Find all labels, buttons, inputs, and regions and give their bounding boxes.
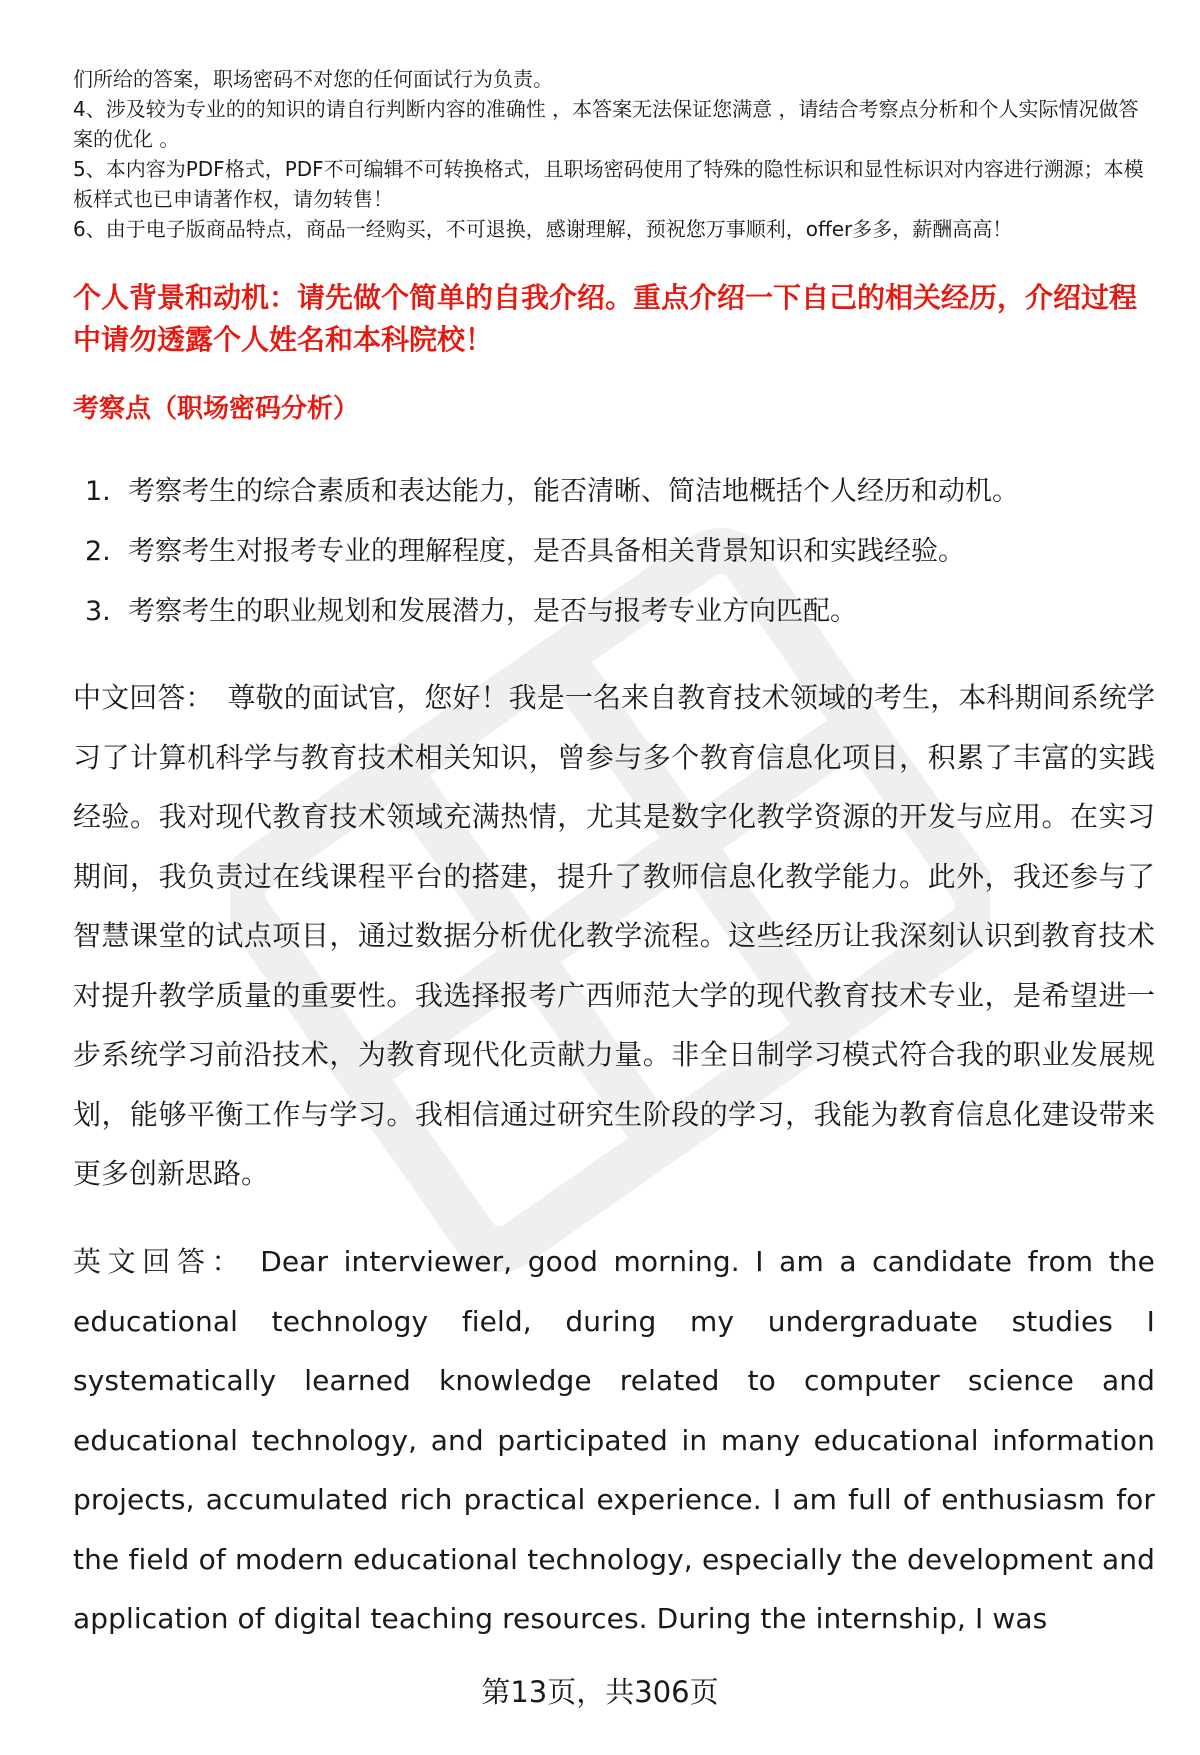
- list-item-text: 考察考生对报考专业的理解程度，是否具备相关背景知识和实践经验。: [128, 536, 965, 567]
- list-item: [85, 462, 1145, 522]
- english-answer: [73, 1232, 1155, 1649]
- notice-line: 5、本内容为PDF格式，PDF不可编辑不可转换格式，且职场密码使用了特殊的隐性标识和显性标识对内容进行溯源；本模板样式也已申请著作权，请勿转售！: [73, 157, 1144, 211]
- assessment-points-title: 考察点（职场密码分析）: [73, 394, 360, 424]
- notice-line: 4、涉及较为专业的的知识的请自行判断内容的准确性 ，本答案无法保证您满意 ，请结合考察点分析和个人实际情况做答案的优化 。: [73, 97, 1139, 151]
- list-item-text: 考察考生的职业规划和发展潜力，是否与报考专业方向匹配。: [128, 596, 857, 627]
- notice-line: 6、由于电子版商品特点，商品一经购买，不可退换，感谢理解，预祝您万事顺利，offer多多，薪酬高高！: [73, 217, 1013, 241]
- question-title: 个人背景和动机：请先做个简单的自我介绍。重点介绍一下自己的相关经历，介绍过程中请勿透露个人姓名和本科院校！: [73, 281, 1138, 356]
- page-number-footer: 第13页，共306页: [481, 1675, 719, 1709]
- chinese-answer-label: 中文回答：: [73, 681, 214, 714]
- chinese-answer-text: 尊敬的面试官，您好！我是一名来自教育技术领域的考生，本科期间系统学习了计算机科学与教育技术相关知识，曾参与多个教育信息化项目，积累了丰富的实践经验。我对现代教育技术领域充满热情，尤其是数字化教学资源的开发与应用。在实习期间，我负责过在线课程平台的搭建，提升了教师信息化教学能力。此外，我还参与了智慧课堂的试点项目，通过数据分析优化教学流程。这些经历让我深刻认识到教育技术对提升教学质量的重要性。我选择报考广西师范大学的现代教育技术专业，是希望进一步系统学习前沿技术，为教育现代化贡献力量。非全日制学习模式符合我的职业发展规划，能够平衡工作与学习。我相信通过研究生阶段的学习，我能为教育信息化建设带来更多创新思路。: [73, 681, 1155, 1190]
- english-answer-text: Dear interviewer, good morning. I am a candidate from the educational technology field, during my undergraduate studies I systematically learned knowledge related to computer science and educational technology, and participated in many educational information projects, accumulated rich practical experience. I am full of enthusiasm for the field of modern educational technology, especially the development and application of digital teaching resources. During the internship, I was: [73, 1245, 1155, 1635]
- notice-line: 们所给的答案，职场密码不对您的任何面试行为负责。: [73, 67, 553, 91]
- list-item-number: 3.: [85, 596, 111, 627]
- chinese-answer: [73, 668, 1155, 1204]
- list-item: [85, 582, 1145, 642]
- english-answer-label: 英文回答：: [73, 1245, 247, 1278]
- list-item-number: 1.: [85, 476, 111, 507]
- list-item-text: 考察考生的综合素质和表达能力，能否清晰、简洁地概括个人经历和动机。: [128, 476, 1019, 507]
- disclaimer-notice: [73, 64, 1153, 244]
- assessment-points-list: [85, 462, 1145, 642]
- list-item-number: 2.: [85, 536, 111, 567]
- list-item: [85, 522, 1145, 582]
